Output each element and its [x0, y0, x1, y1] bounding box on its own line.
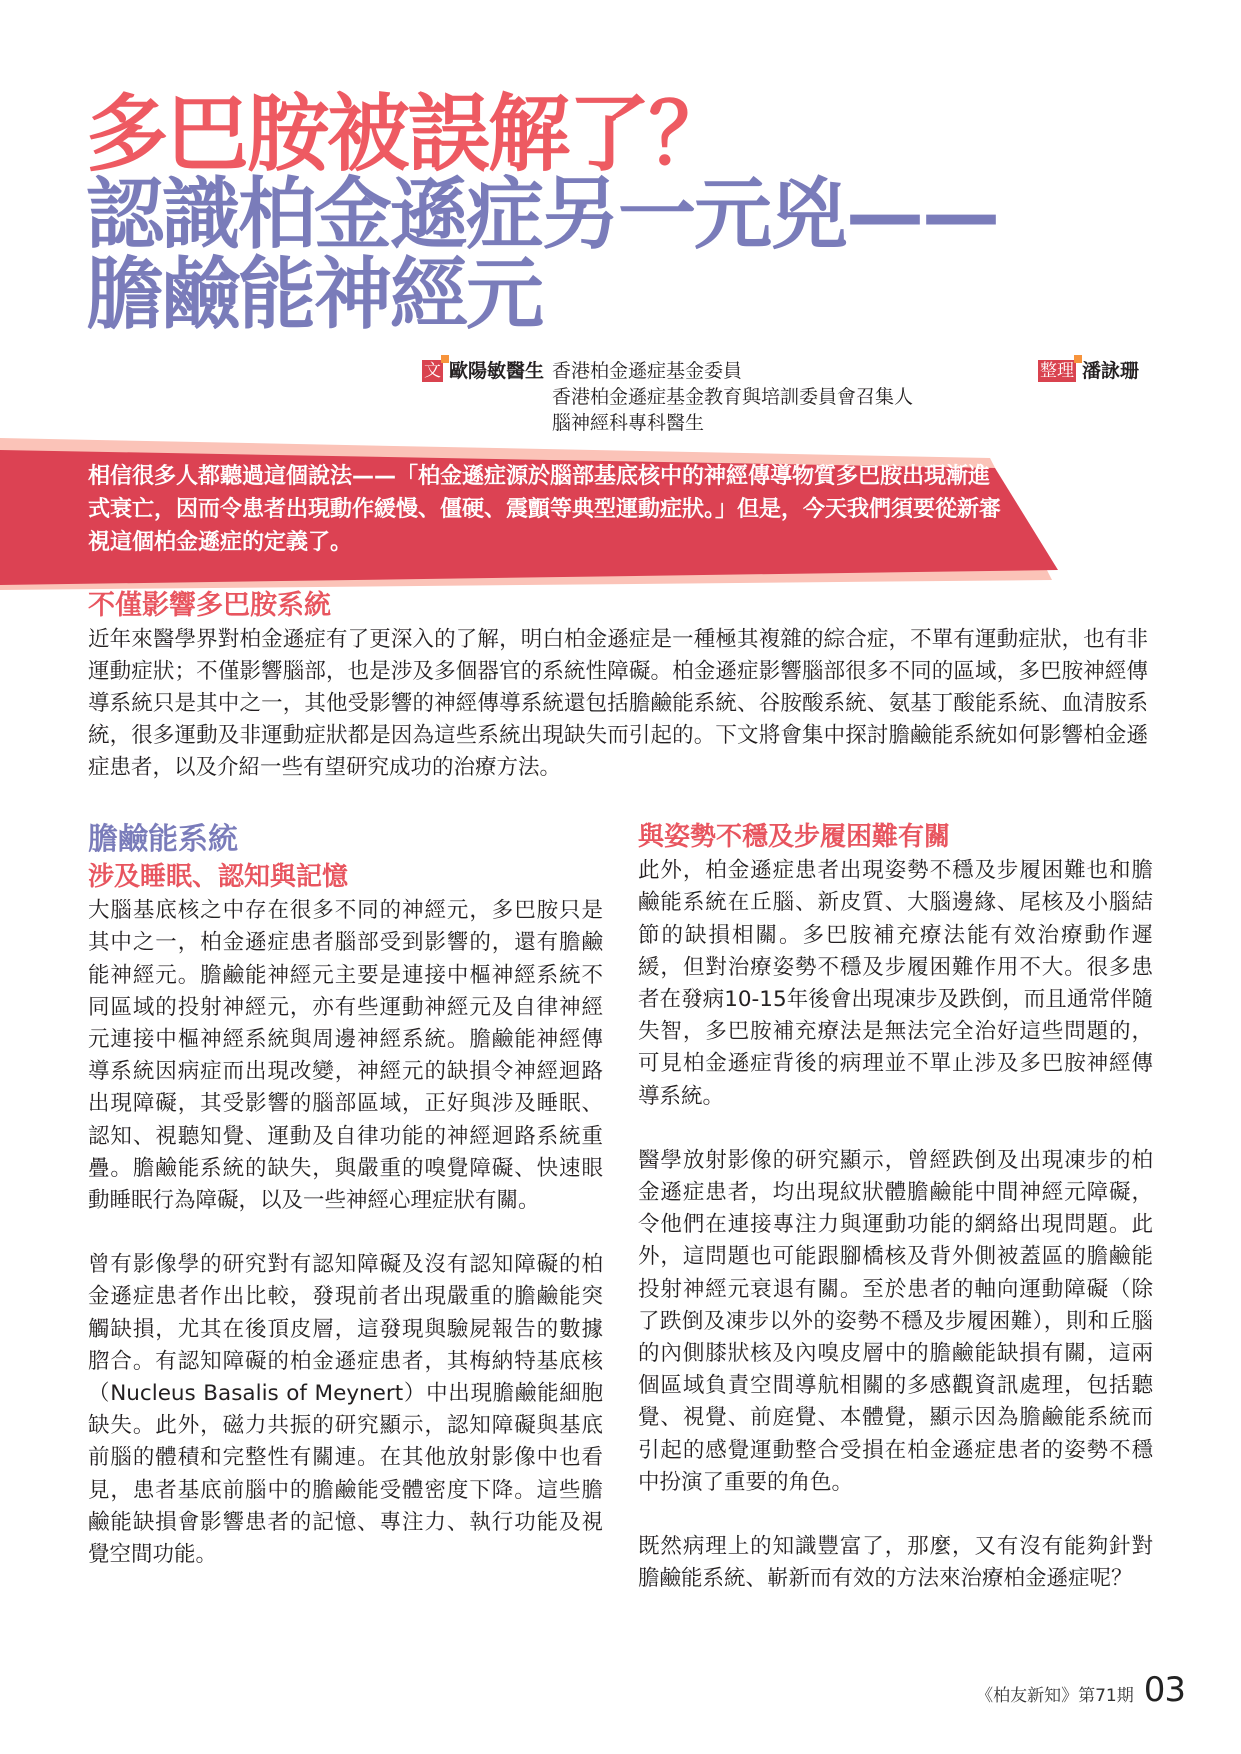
left-paragraph-1: 大腦基底核之中存在很多不同的神經元，多巴胺只是其中之一，柏金遜症患者腦部受到影響的，還有膽鹼能神經元。膽鹼能神經元主要是連接中樞神經系統不同區域的投射神經元，亦有些運動神經元及自律神經元連接中樞神經系統與周邊神經系統。膽鹼能神經傳導系統因病症而出現改變，神經元的缺損令神經迴路出現障礙，其受影響的腦部區域，正好與涉及睡眠、認知、視聽知覺、運動及自律功能的神經迴路系統重疊。膽鹼能系統的缺失，與嚴重的嗅覺障礙、快速眼動睡眠行為障礙，以及一些神經心理症狀有關。 — [88, 898, 603, 1214]
editor-name: 潘詠珊 — [1082, 360, 1140, 382]
title-line-1: 多巴胺被誤解了？ — [86, 85, 729, 183]
intro-banner — [0, 430, 1241, 590]
right-paragraph-1: 此外，柏金遜症患者出現姿勢不穩及步履困難也和膽鹼能系統在丘腦、新皮質、大腦邊緣、尾核及小腦結節的缺損相關。多巴胺補充療法能有效治療動作遲緩，但對治療姿勢不穩及步履困難作用不大。很多患者在發病10-15年後會出現凍步及跌倒，而且通常伴隨失智，多巴胺補充療法是無法完全治好這些問題的，可見柏金遜症背後的病理並不單止涉及多巴胺神經傳導系統。 — [638, 858, 1153, 1109]
author-role: 香港柏金遜症基金委員 — [552, 360, 743, 382]
left-column — [88, 822, 603, 1571]
author-byline — [422, 358, 913, 436]
cholinergic-heading: 膽鹼能系統 — [88, 822, 238, 857]
page-footer — [976, 1670, 1185, 1710]
left-paragraph-2: 曾有影像學的研究對有認知障礙及沒有認知障礙的柏金遜症患者作出比較，發現前者出現嚴重的膽鹼能突觸缺損，尤其在後頂皮層，這發現與驗屍報告的數據脗合。有認知障礙的柏金遜症患者，其梅納特基底核（Nucleus Basalis of Meynert）中出現膽鹼能細胞缺失。此外，磁力共振的研究顯示，認知障礙與基底前腦的體積和完整性有關連。在其他放射影像中也看見，患者基底前腦中的膽鹼能受體密度下降。這些膽鹼能缺損會影響患者的記憶、專注力、執行功能及視覺空間功能。 — [88, 1252, 603, 1568]
right-paragraph-3: 既然病理上的知識豐富了，那麼，又有沒有能夠針對膽鹼能系統、嶄新而有效的方法來治療柏金遜症呢？ — [638, 1534, 1153, 1592]
title-line-2: 認識柏金遜症另一元兇—— — [86, 170, 999, 260]
right-paragraph-2: 醫學放射影像的研究顯示，曾經跌倒及出現凍步的柏金遜症患者，均出現紋狀體膽鹼能中間神經元障礙，令他們在連接專注力與運動功能的網絡出現問題。此外，這問題也可能跟腳橋核及背外側被蓋區的膽鹼能投射神經元衰退有關。至於患者的軸向運動障礙（除了跌倒及凍步以外的姿勢不穩及步履困難），則和丘腦的內側膝狀核及內嗅皮層中的膽鹼能缺損有關，這兩個區域負責空間導航相關的多感觀資訊處理，包括聽覺、視覺、前庭覺、本體覺，顯示因為膽鹼能系統而引起的感覺運動整合受損在柏金遜症患者的姿勢不穩中扮演了重要的角色。 — [638, 1147, 1153, 1495]
intro-section — [88, 590, 1148, 784]
author-role: 腦神經科專科醫生 — [552, 412, 705, 434]
author-role: 香港柏金遜症基金教育與培訓委員會召集人 — [552, 386, 914, 408]
author-name: 歐陽敏醫生 — [449, 360, 545, 382]
page-number: 03 — [1143, 1670, 1185, 1710]
posture-heading: 與姿勢不穩及步履困難有關 — [638, 822, 951, 852]
cholinergic-subheading: 涉及睡眠、認知與記憶 — [88, 862, 349, 892]
intro-paragraph: 近年來醫學界對柏金遜症有了更深入的了解，明白柏金遜症是一種極其複雜的綜合症，不單有運動症狀，也有非運動症狀；不僅影響腦部，也是涉及多個器官的系統性障礙。柏金遜症影響腦部很多不同的區域，多巴胺神經傳導系統只是其中之一，其他受影響的神經傳導系統還包括膽鹼能系統、谷胺酸系統、氨基丁酸能系統、血清胺系統，很多運動及非運動症狀都是因為這些系統出現缺失而引起的。下文將會集中探討膽鹼能系統如何影響柏金遜症患者，以及介紹一些有望研究成功的治療方法。 — [88, 627, 1148, 781]
author-roles — [552, 358, 913, 436]
right-column — [638, 822, 1153, 1595]
banner-text: 相信很多人都聽過這個說法——「柏金遜症源於腦部基底核中的神經傳導物質多巴胺出現漸進式衰亡，因而令患者出現動作緩慢、僵硬、震顫等典型運動症狀。」但是，今天我們須要從新審視這個柏金遜症的定義了。 — [88, 464, 1002, 555]
editor-byline — [1038, 358, 1139, 384]
editor-tag-icon: 整理 — [1040, 361, 1074, 381]
author-tag-icon: 文 — [424, 361, 441, 381]
magazine-issue: 《柏友新知》第71期 — [976, 1686, 1134, 1706]
intro-heading: 不僅影響多巴胺系統 — [88, 590, 331, 621]
title-line-3: 膽鹼能神經元 — [86, 250, 543, 340]
